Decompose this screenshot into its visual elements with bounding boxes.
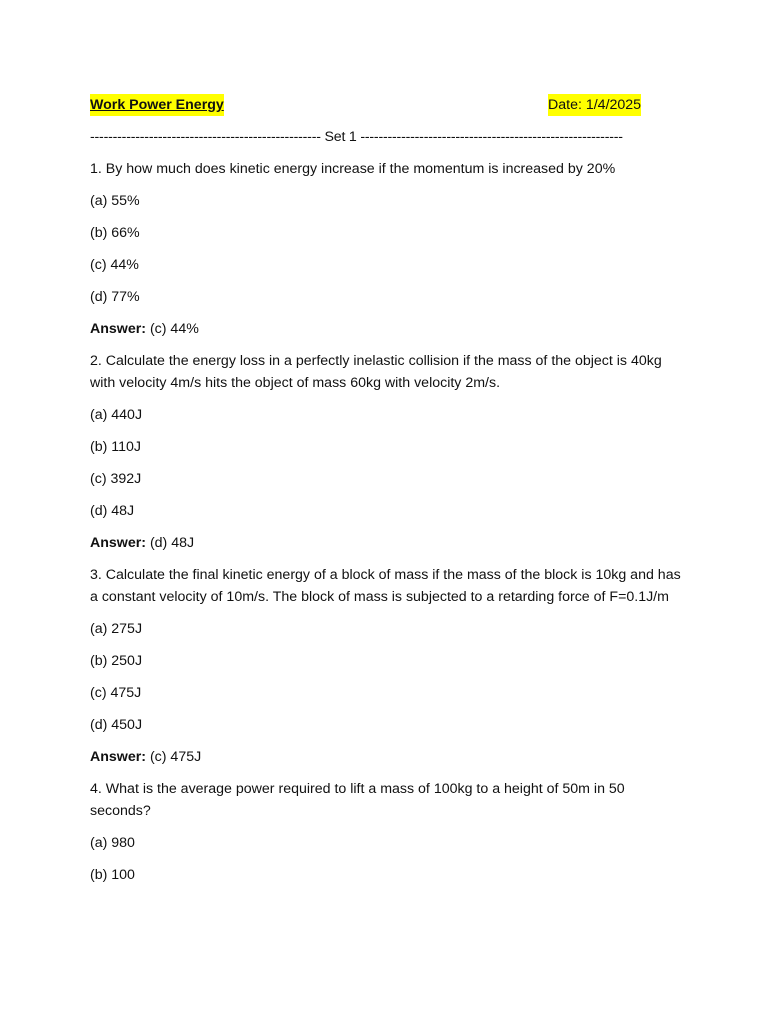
option-b: (b) 66% <box>90 225 140 241</box>
answer-value: (d) 48J <box>149 535 195 551</box>
option-b: (b) 250J <box>90 653 143 669</box>
option-a: (a) 440J <box>90 407 143 423</box>
option-a: (a) 55% <box>90 193 140 209</box>
question-block <box>90 778 682 886</box>
document-header <box>90 94 682 116</box>
answer-value: (c) 475J <box>149 749 202 765</box>
question-text: 4. What is the average power required to lift a mass of 100kg to a height of 50m in 50 seconds? <box>90 781 625 819</box>
option-a: (a) 275J <box>90 621 143 637</box>
question-text: 1. By how much does kinetic energy increase if the momentum is increased by 20% <box>90 161 616 177</box>
question-block <box>90 564 682 768</box>
document-date: Date: 1/4/2025 <box>548 94 641 116</box>
question-block <box>90 158 682 340</box>
document-title: Work Power Energy <box>90 94 224 116</box>
answer-value: (c) 44% <box>149 321 199 337</box>
answer-line <box>90 318 682 340</box>
option-d: (d) 77% <box>90 289 140 305</box>
option-c: (c) 475J <box>90 685 142 701</box>
set-divider: --------------------------------------------------- Set 1 ---------------------------------------------------------- <box>90 129 623 145</box>
answer-label: Answer: <box>90 749 146 765</box>
question-block <box>90 350 682 554</box>
option-b: (b) 100 <box>90 867 135 883</box>
option-a: (a) 980 <box>90 835 135 851</box>
option-b: (b) 110J <box>90 439 141 455</box>
option-c: (c) 392J <box>90 471 142 487</box>
option-c: (c) 44% <box>90 257 139 273</box>
answer-line <box>90 532 682 554</box>
answer-label: Answer: <box>90 321 146 337</box>
question-text: 2. Calculate the energy loss in a perfectly inelastic collision if the mass of the object is 40kg with velocity 4m/s hits the object of mass 60kg with velocity 2m/s. <box>90 353 662 391</box>
answer-line <box>90 746 682 768</box>
answer-label: Answer: <box>90 535 146 551</box>
question-text: 3. Calculate the final kinetic energy of a block of mass if the mass of the block is 10kg and has a constant velocity of 10m/s. The block of mass is subjected to a retarding force of F=0.1J/m <box>90 567 681 605</box>
option-d: (d) 450J <box>90 717 143 733</box>
option-d: (d) 48J <box>90 503 135 519</box>
